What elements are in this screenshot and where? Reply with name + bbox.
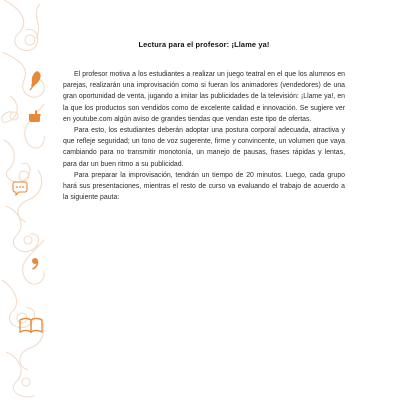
swirl-pattern [2, 0, 44, 397]
document-content [63, 40, 345, 203]
speech-bubble-icon [13, 182, 27, 195]
margin-decoration [0, 0, 52, 400]
feather-pen-icon [30, 71, 41, 90]
open-book-icon [20, 319, 42, 333]
document-title: Lectura para el profesor: ¡Llame ya! [138, 40, 270, 49]
document-paragraph-1: El profesor motiva a los estudiantes a realizar un juego teatral en el que los alumnos en parejas, realizarán una improvisación como si fueran los animadores (vendedores) de una gran oportunidad de venta, jugando a imitar las publicidades de la televisión: ¡Llame ya!, en la que los productos son vendidos como de excelente calidad e innovación. Se sugiere ver en youtube.com algún aviso de grandes tiendas que vendan este tipo de ofertas. [63, 71, 345, 123]
hand-pointing-icon [29, 110, 41, 122]
comma-icon [32, 258, 38, 269]
document-paragraph-2: Para esto, los estudiantes deberán adoptar una postura corporal adecuada, atractiva y que refleje seguridad; un tono de voz sugerente, firme y convincente, un volumen que vaya cambiando para no transmitir monotonía, un manejo de pausas, frases rápidas y lentas, para dar un buen ritmo a su publicidad. [63, 127, 345, 168]
document-paragraph-3: Para preparar la improvisación, tendrán un tiempo de 20 minutos. Luego, cada grupo hará sus presentaciones, mientras el resto de curso va evaluando el trabajo de acuerdo a la siguiente pauta: [63, 171, 345, 202]
